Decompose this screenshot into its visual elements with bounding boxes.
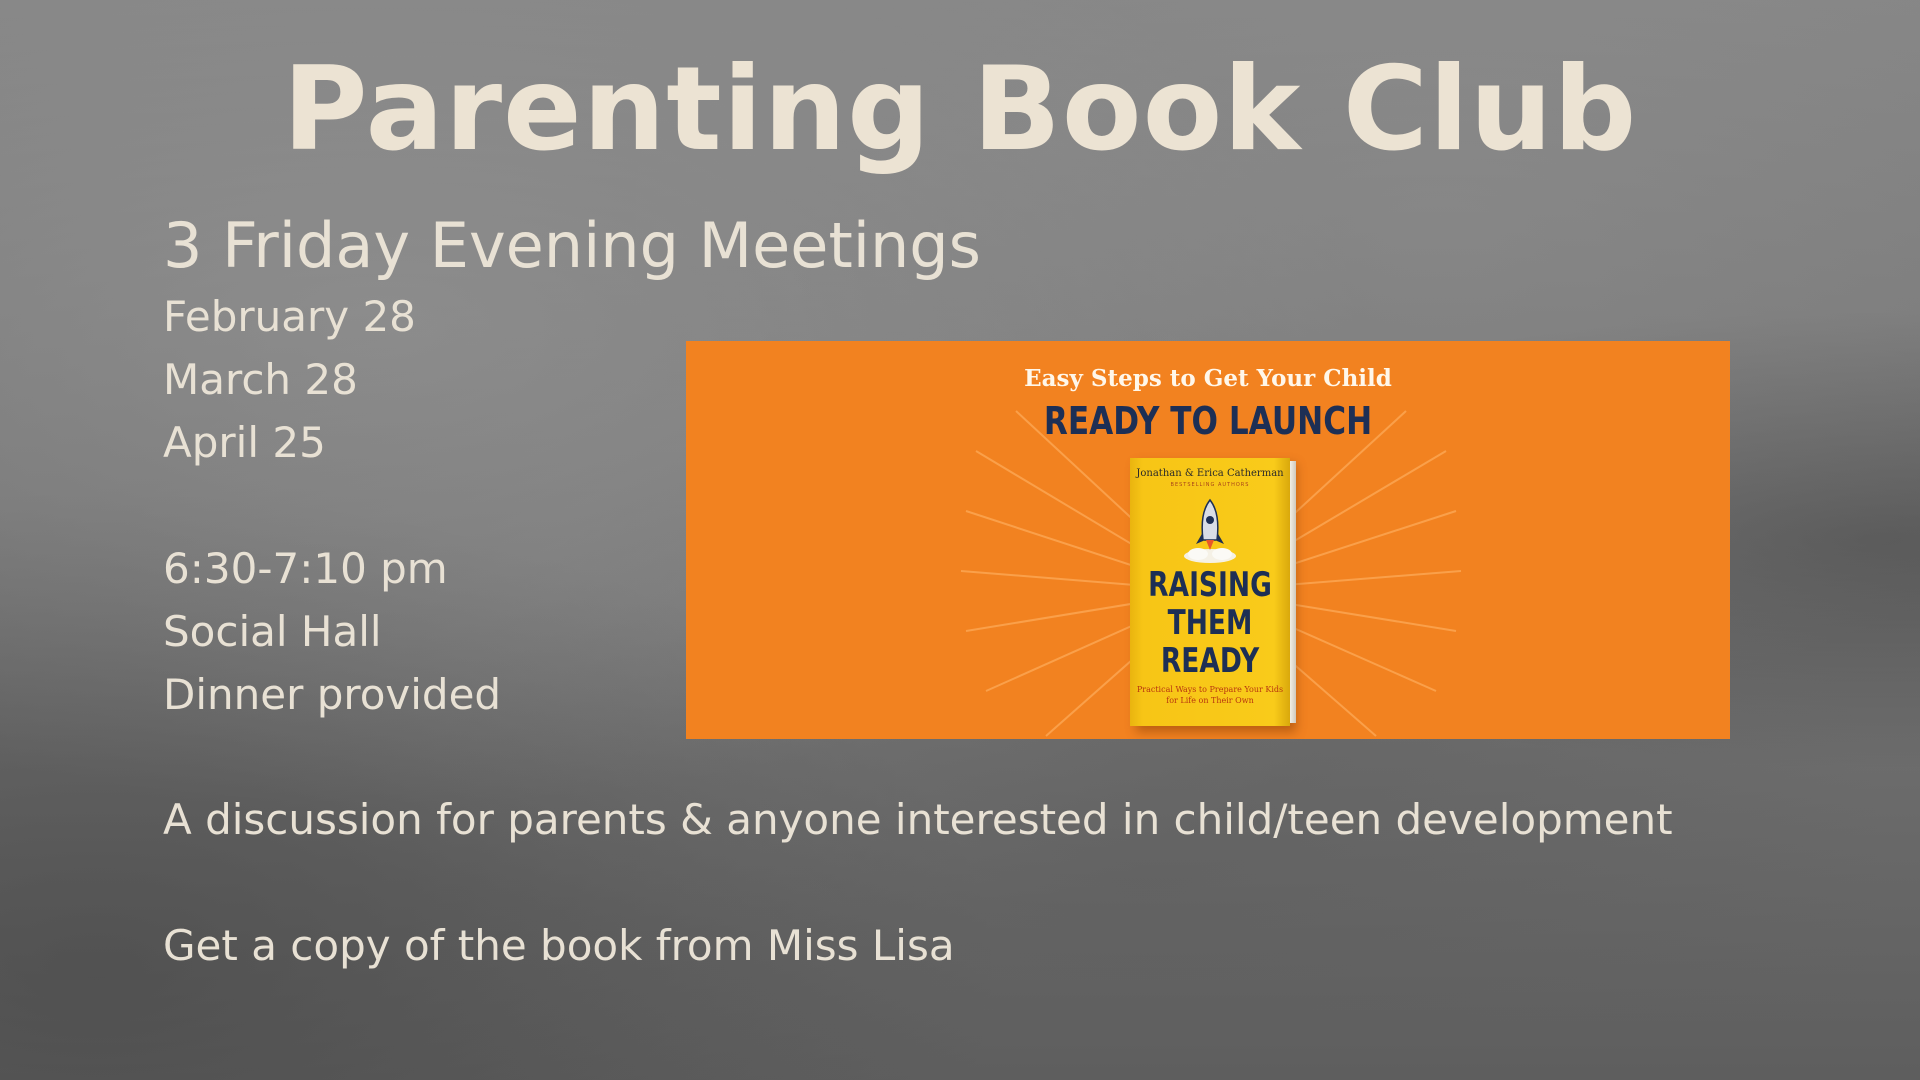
banner-tagline: Easy Steps to Get Your Child: [1024, 365, 1392, 392]
book-title: [1148, 566, 1273, 680]
rocket-icon: [1180, 494, 1240, 564]
meetings-subtitle: 3 Friday Evening Meetings: [163, 209, 981, 282]
spacer: [163, 474, 501, 537]
meeting-date: March 28: [163, 355, 358, 404]
book-author-subtitle: BESTSELLING AUTHORS: [1170, 482, 1250, 488]
banner-headline: READY TO LAUNCH: [1043, 399, 1373, 443]
book-banner: [686, 341, 1730, 739]
book-blurb: [1130, 684, 1290, 706]
meeting-date: February 28: [163, 292, 416, 341]
book-cover: [1130, 458, 1290, 726]
book-page-edge: [1290, 461, 1296, 723]
dinner-note: Dinner provided: [163, 670, 502, 719]
meeting-date: April 25: [163, 418, 326, 467]
book-blurb-line: Practical Ways to Prepare Your Kids: [1136, 685, 1284, 694]
book-title-line: READY: [1160, 641, 1260, 681]
meeting-time: 6:30-7:10 pm: [163, 544, 448, 593]
meeting-location: Social Hall: [163, 607, 382, 656]
book-title-line: THEM: [1167, 603, 1253, 643]
book-authors: Jonathan & Erica Catherman: [1136, 468, 1284, 479]
get-copy-note: Get a copy of the book from Miss Lisa: [163, 921, 955, 970]
page-title: Parenting Book Club: [282, 42, 1638, 177]
book-title-line: RAISING: [1148, 565, 1272, 605]
discussion-description: A discussion for parents & anyone interested in child/teen development: [163, 795, 1673, 844]
meeting-details: [163, 285, 501, 726]
book-blurb-line: for Life on Their Own: [1166, 696, 1254, 705]
